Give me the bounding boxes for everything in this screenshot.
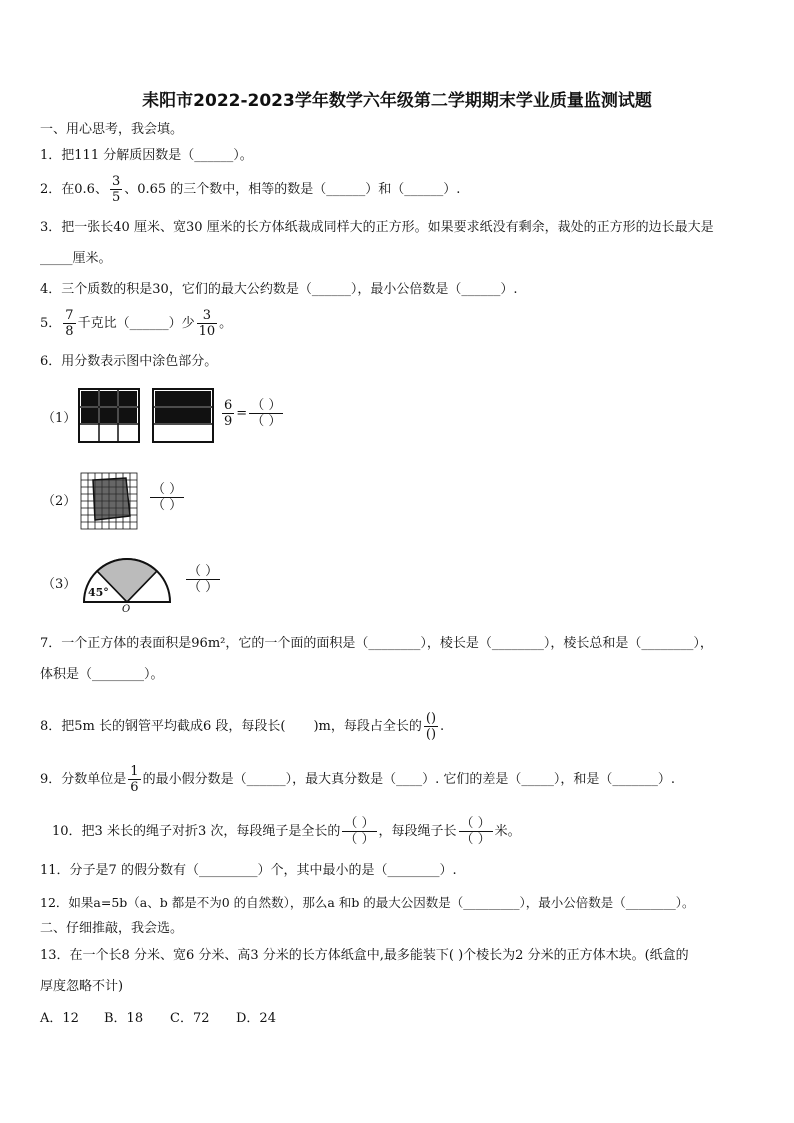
q13-option-a: A．12 <box>40 1011 79 1026</box>
question-13-line1: 13．在一个长8 分米、宽6 分米、高3 分米的长方体纸盒中,最多能装下( )个棱长为2 分米的正方体木块。(纸盒的 <box>40 948 689 963</box>
frac-denominator: 5 <box>111 190 121 205</box>
answer-fraction-blank <box>342 816 376 847</box>
q2-suffix: 、0.65 的三个数中，相等的数是（______）和（______）. <box>124 182 461 197</box>
q6-1-label: （1） <box>42 411 77 426</box>
question-3-line1: 3．把一张长40 厘米、宽30 厘米的长方体纸裁成同样大的正方形。如果要求纸没有剩余，裁处的正方形的边长最大是 <box>40 220 714 235</box>
angle-label: 45° <box>88 586 109 599</box>
frac-denominator: 9 <box>224 414 233 429</box>
blank-numerator: （ ） <box>460 816 491 831</box>
q6-1-strip-figure <box>152 388 214 443</box>
question-1: 1．把111 分解质因数是（______）。 <box>40 148 253 163</box>
frac-numerator: 1 <box>130 764 139 779</box>
frac-numerator: 3 <box>111 174 121 189</box>
fraction-3-10 <box>197 308 218 339</box>
answer-fraction-blank <box>459 816 493 847</box>
blank-denominator: （ ） <box>460 832 491 847</box>
frac-denominator: 6 <box>130 780 139 795</box>
fraction-6-9 <box>222 398 234 429</box>
question-13-line2: 厚度忽略不计) <box>40 979 124 994</box>
question-7-line2: 体积是（________）。 <box>40 667 164 682</box>
section-heading-fill: 一、用心思考，我会填。 <box>40 122 184 137</box>
answer-fraction-blank <box>186 564 220 595</box>
question-7-line1: 7．一个正方体的表面积是96m²，它的一个面的面积是（________），棱长是（________），棱长总和是（________）， <box>40 636 713 651</box>
fraction-3-5 <box>110 174 122 205</box>
question-3-line2: _____厘米。 <box>40 251 112 266</box>
blank-numerator: () <box>425 711 437 726</box>
answer-fraction-blank <box>150 482 184 513</box>
question-8 <box>40 711 444 742</box>
blank-denominator: （ ） <box>344 832 375 847</box>
frac-numerator: 3 <box>197 308 218 324</box>
q2-prefix: 2．在0.6、 <box>40 182 108 197</box>
frac-numerator: 6 <box>224 398 233 413</box>
q13-option-d: D．24 <box>236 1011 276 1026</box>
page-title: 耒阳市2022-2023学年数学六年级第二学期期末学业质量监测试题 <box>142 91 652 111</box>
section-heading-choice: 二、仔细推敲，我会选。 <box>40 921 184 936</box>
center-label-o: O <box>122 604 131 614</box>
frac-denominator: 8 <box>65 324 74 339</box>
answer-fraction-blank <box>249 398 283 429</box>
q6-3-label: （3） <box>42 577 77 592</box>
q6-2-tilted-square-figure <box>80 472 138 530</box>
question-5 <box>40 308 232 339</box>
q13-option-c: C．72 <box>170 1011 210 1026</box>
q6-3-sector-figure <box>74 548 178 614</box>
question-11: 11．分子是7 的假分数有（_________）个，其中最小的是（________）. <box>40 863 457 878</box>
blank-denominator: （ ） <box>152 498 183 513</box>
q13-option-b: B．18 <box>104 1011 144 1026</box>
q6-1-grid-figure <box>78 388 140 443</box>
q8-middle: )m，每段占全长的 <box>313 719 422 734</box>
q6-2-answer <box>148 482 186 513</box>
answer-fraction-blank <box>424 711 438 742</box>
question-12: 12．如果a=5b（a、b 都是不为0 的自然数），那么a 和b 的最大公因数是（_________），最小公倍数是（________）。 <box>40 895 695 910</box>
q5-middle: 千克比（______）少 <box>77 316 195 331</box>
blank-numerator: （ ） <box>152 482 183 497</box>
blank-numerator: （ ） <box>344 816 375 831</box>
q6-1-equation <box>220 398 285 429</box>
question-4: 4．三个质数的积是30，它们的最大公约数是（______），最小公倍数是（______）. <box>40 282 518 297</box>
q10-suffix: 米。 <box>494 824 521 839</box>
q10-middle: ，每段绳子长 <box>378 824 457 839</box>
blank-denominator: （ ） <box>188 580 219 595</box>
question-6: 6．用分数表示图中涂色部分。 <box>40 354 218 369</box>
blank-numerator: （ ） <box>251 398 282 413</box>
blank-denominator: （ ） <box>251 414 282 429</box>
q10-prefix: 10．把3 米长的绳子对折3 次，每段绳子是全长的 <box>52 824 341 839</box>
q5-number: 5． <box>40 316 62 331</box>
blank-denominator: () <box>425 727 437 742</box>
question-9 <box>40 764 675 795</box>
question-2 <box>40 174 460 205</box>
blank-numerator: （ ） <box>188 564 219 579</box>
frac-numerator: 7 <box>65 308 74 323</box>
fraction-1-6 <box>128 764 140 795</box>
question-10 <box>52 816 521 847</box>
q8-prefix: 8．把5m 长的钢管平均截成6 段，每段长( <box>40 719 286 734</box>
equals-sign: = <box>236 406 248 421</box>
q6-2-label: （2） <box>42 494 77 509</box>
q5-suffix: 。 <box>219 316 233 331</box>
q6-3-answer <box>184 564 222 595</box>
q9-suffix: 的最小假分数是（______），最大真分数是（____）. 它们的差是（_____），和是（_______）. <box>142 772 675 787</box>
fraction-7-8 <box>63 308 75 339</box>
q9-prefix: 9．分数单位是 <box>40 772 127 787</box>
q8-suffix: . <box>440 719 445 734</box>
frac-denominator: 10 <box>198 324 216 339</box>
